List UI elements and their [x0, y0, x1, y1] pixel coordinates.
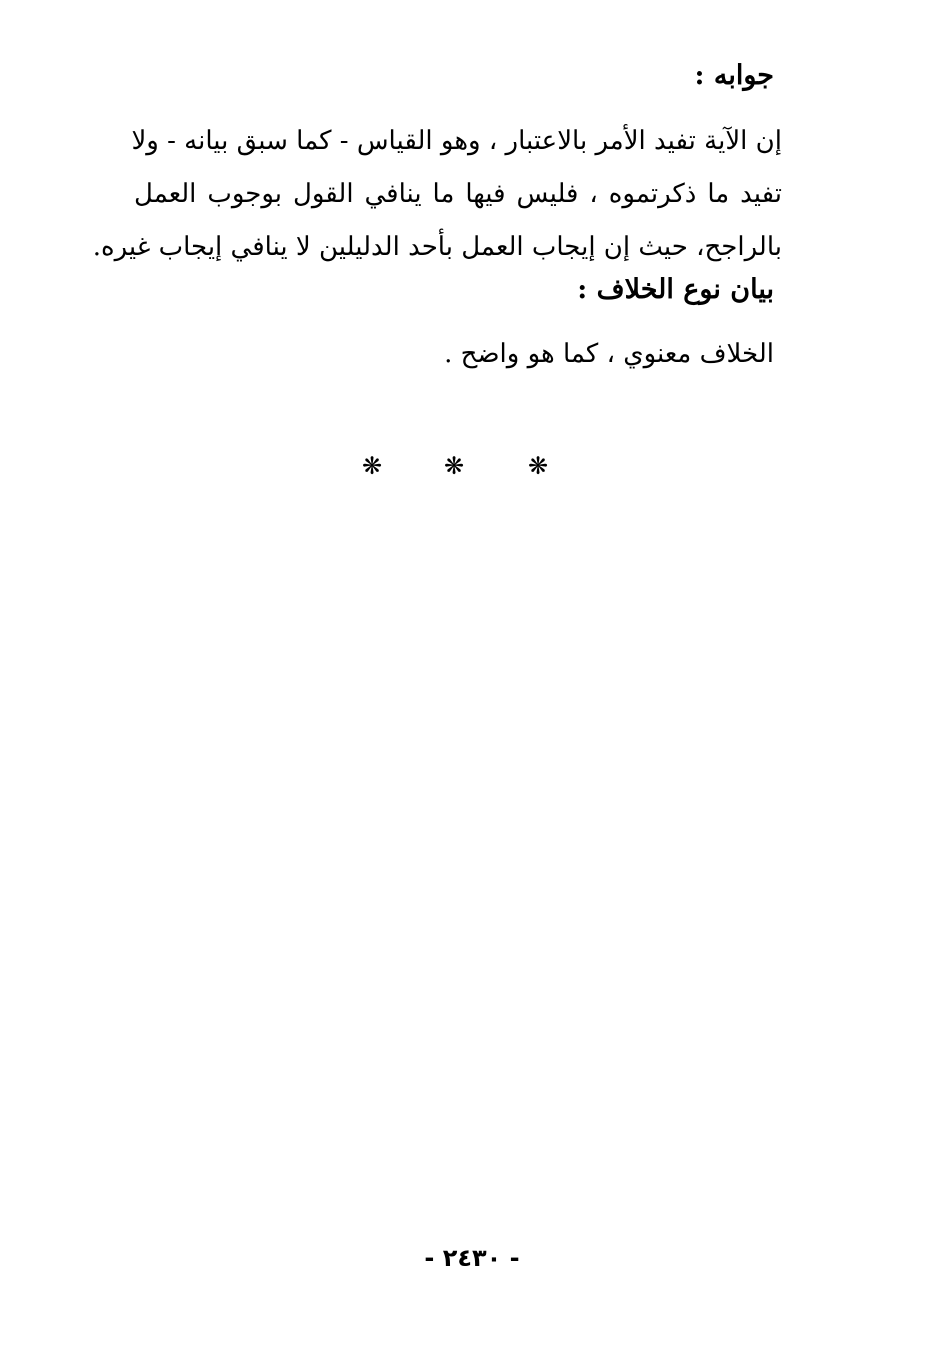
separator-star-icon: ❋ — [444, 452, 465, 480]
difference-paragraph: الخلاف معنوي ، كما هو واضح . — [444, 339, 774, 369]
answer-line-3: بالراجح، حيث إن إيجاب العمل بأحد الدليلين لا ينافي إيجاب غيره. — [92, 232, 782, 262]
answer-line-2: تفيد ما ذكرتموه ، فليس فيها ما ينافي القول بوجوب العمل — [134, 179, 782, 209]
separator-star-icon: ❋ — [528, 452, 549, 480]
separator-star-icon: ❋ — [362, 452, 383, 480]
section-separator — [0, 448, 944, 488]
answer-paragraph — [92, 115, 804, 274]
difference-type-heading: بيان نوع الخلاف : — [577, 274, 774, 305]
answer-line-1: إن الآية تفيد الأمر بالاعتبار ، وهو القياس - كما سبق بيانه - ولا — [131, 126, 782, 156]
page-number: - ٢٤٣٠ - — [424, 1244, 520, 1272]
answer-heading: جوابه : — [694, 60, 774, 91]
